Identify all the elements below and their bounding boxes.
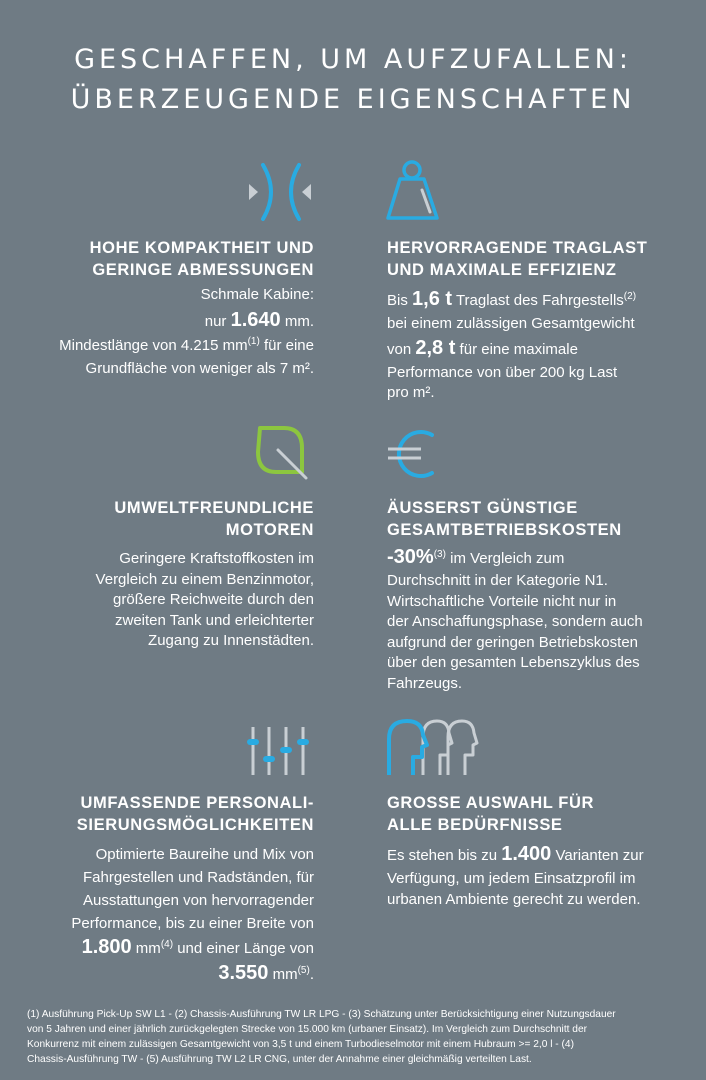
feature-eco-heading: UMWELTFREUNDLICHE MOTOREN [114, 499, 314, 539]
feature-eco-text: Geringere Kraftstoffkosten im Vergleich zu einem Benzinmotor, größere Reichweite durch den zweiten Tank und erleichterter Zugang zu Innenstädten. [95, 550, 314, 649]
feature-choice-heading: GROSSE AUSWAHL FÜR ALLE BEDÜRFNISSE [387, 794, 594, 834]
page-title [0, 40, 706, 120]
sliders-icon [245, 722, 320, 782]
leaf-icon [250, 420, 315, 485]
variants-value: 1.400 [501, 843, 552, 865]
feature-compact-text: Schmale Kabine: nur 1.640 mm. Mindestlänge von 4.215 $mm^{(1)}$ für eine Grundfläche von weniger als 7 m². [59, 286, 314, 377]
max-length-value: 3.550 [218, 962, 269, 984]
cost-reduction-value: -30% [387, 546, 434, 568]
feature-choice-text: Es stehen bis zu 1.400 Varianten zur Verfügung, um jedem Einsatzprofil im urbanen Ambiente gerecht zu werden. [387, 843, 644, 908]
max-width-value: 1.800 [81, 936, 132, 958]
gross-weight-value: 2,8 t [415, 336, 456, 359]
feature-payload-text: Bis 1,6 t Traglast des Fahrgestells$^{(2)}$ bei einem zulässigen Gesamtgewicht von 2,8 t für eine maximale Performance von über 200 kg Last pro m². [387, 288, 637, 401]
title-line-1: GESCHAFFEN, UM AUFZUFALLEN: [74, 44, 632, 75]
weight-icon [385, 155, 445, 225]
title-line-2: ÜBERZEUGENDE EIGENSCHAFTEN [70, 84, 636, 115]
feature-cost-text: -30%$^{(3)}$ im Vergleich zum Durchschnitt in der Kategorie N1. Wirtschaftliche Vorteile nicht nur in der Anschaffungsphase, sondern auch aufgrund der geringen Betriebskosten über den gesamten Lebenszyklus des Fahrzeugs. [387, 546, 643, 692]
feature-custom-text: Optimierte Baureihe und Mix von Fahrgestellen und Radständen, für Ausstattungen von hervorragender Performance, bis zu einer Breite von 1.800 $mm^{(4)}$ und einer Länge von 3.550 $mm^{(5)}$. [71, 846, 314, 984]
feature-cost-heading: ÄUSSERST GÜNSTIGE GESAMTBETRIEBSKOSTEN [387, 499, 622, 539]
footnote: (1) Ausführung Pick-Up SW L1 - (2) Chassis-Ausführung TW LR LPG - (3) Schätzung unter Berücksichtigung einer Nutzungsdauer von 5 Jahren und einer jährlich zurückgelegten Strecke von 15.000 km (urbaner Einsatz). Im Vergleich zum Durchschnitt der Konkurrenz mit einem zulässigen Gesamtgewicht von 3,5 t und einem Turbodieselmotor mit einem Hubraum >= 2,0 l - (4) Chassis-Ausführung TW - (5) Ausführung TW L2 LR CNG, unter der Annahme einer gleichmäßig verteilten Last. [27, 1009, 616, 1065]
feature-payload-heading: HERVORRAGENDE TRAGLAST UND MAXIMALE EFFIZIENZ [387, 239, 648, 279]
kabine-width-value: 1.640 [230, 308, 281, 331]
feature-compact-heading: HOHE KOMPAKTHEIT UND GERINGE ABMESSUNGEN [89, 239, 314, 279]
euro-icon [385, 425, 445, 485]
heads-icon [385, 715, 480, 780]
compact-dimensions-icon [245, 160, 320, 225]
feature-custom-heading: UMFASSENDE PERSONALI- SIERUNGSMÖGLICHKEITEN [76, 794, 314, 834]
payload-value: 1,6 t [412, 288, 453, 310]
